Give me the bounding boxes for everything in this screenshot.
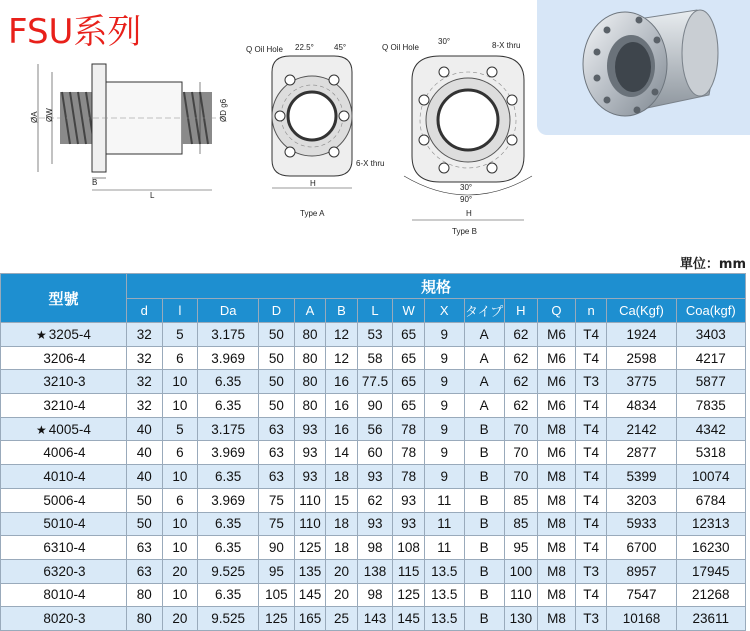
table-cell: M6 [538, 370, 576, 394]
table-cell: 10074 [676, 465, 745, 489]
table-cell: 5399 [607, 465, 676, 489]
table-cell: 20 [162, 607, 198, 631]
table-cell: 80 [126, 583, 162, 607]
table-cell: 75 [259, 488, 295, 512]
table-cell: 135 [294, 559, 325, 583]
table-cell: 11 [424, 536, 464, 560]
table-cell: 65 [393, 346, 424, 370]
model-cell [1, 417, 127, 441]
table-cell: 8957 [607, 559, 676, 583]
table-cell: 77.5 [357, 370, 393, 394]
table-cell: 4342 [676, 417, 745, 441]
column-header: d [126, 299, 162, 323]
table-row [1, 370, 746, 394]
table-cell: T4 [575, 441, 606, 465]
table-cell: T4 [575, 583, 606, 607]
table-cell: 80 [294, 370, 325, 394]
type-a-x-thru-label: 6-X thru [356, 159, 385, 168]
model-cell [1, 465, 127, 489]
table-cell: 23611 [676, 607, 745, 631]
table-row [1, 488, 746, 512]
table-cell: 10 [162, 465, 198, 489]
column-header: Coa(kgf) [676, 299, 745, 323]
table-cell: T4 [575, 323, 606, 347]
dim-l-label: L [150, 191, 155, 200]
table-cell: 75 [259, 512, 295, 536]
table-cell: 80 [126, 607, 162, 631]
table-cell: 20 [326, 559, 357, 583]
model-cell [1, 370, 127, 394]
table-cell: 6.35 [198, 465, 259, 489]
table-cell: 138 [357, 559, 393, 583]
model-number: 3205-4 [48, 326, 91, 342]
table-cell: 125 [294, 536, 325, 560]
table-cell: 53 [357, 323, 393, 347]
table-cell: 98 [357, 536, 393, 560]
model-number: 3210-3 [43, 374, 86, 390]
table-cell: B [464, 559, 504, 583]
model-cell [1, 394, 127, 418]
type-a-oil-hole-label: Q Oil Hole [246, 45, 283, 54]
dim-b-label: B [92, 178, 98, 187]
table-cell: 62 [504, 323, 538, 347]
table-cell: B [464, 417, 504, 441]
table-cell: 5 [162, 323, 198, 347]
table-cell: 3.175 [198, 323, 259, 347]
table-cell: B [464, 583, 504, 607]
table-cell: 13.5 [424, 607, 464, 631]
technical-drawings [0, 0, 750, 245]
table-cell: 85 [504, 488, 538, 512]
table-cell: 62 [504, 346, 538, 370]
table-cell: 10 [162, 583, 198, 607]
recommended-star-icon: ★ [36, 422, 47, 437]
side-view-drawing [30, 64, 228, 200]
model-cell [1, 607, 127, 631]
table-cell: 6.35 [198, 370, 259, 394]
table-cell: 5877 [676, 370, 745, 394]
table-cell: 6 [162, 441, 198, 465]
table-cell: 4217 [676, 346, 745, 370]
table-cell: 17945 [676, 559, 745, 583]
table-cell: B [464, 607, 504, 631]
table-cell: 70 [504, 441, 538, 465]
column-header: Da [198, 299, 259, 323]
table-cell: 145 [393, 607, 424, 631]
table-cell: 3.969 [198, 441, 259, 465]
table-cell: 90 [259, 536, 295, 560]
table-cell: 100 [504, 559, 538, 583]
table-cell: 16230 [676, 536, 745, 560]
table-cell: 63 [259, 417, 295, 441]
table-cell: 32 [126, 323, 162, 347]
table-cell: 21268 [676, 583, 745, 607]
table-cell: 50 [126, 488, 162, 512]
table-cell: 50 [259, 394, 295, 418]
table-cell: 95 [504, 536, 538, 560]
table-cell: 20 [162, 559, 198, 583]
table-cell: 32 [126, 370, 162, 394]
model-cell [1, 323, 127, 347]
table-cell: 6700 [607, 536, 676, 560]
table-cell: 93 [294, 465, 325, 489]
model-number: 4010-4 [43, 468, 86, 484]
table-cell: 9 [424, 346, 464, 370]
column-header: D [259, 299, 295, 323]
model-number: 5010-4 [43, 516, 86, 532]
table-cell: 9 [424, 441, 464, 465]
model-number: 6320-3 [43, 563, 86, 579]
table-cell: 7547 [607, 583, 676, 607]
table-cell: 63 [126, 536, 162, 560]
model-cell [1, 559, 127, 583]
table-cell: 65 [393, 323, 424, 347]
model-number: 4005-4 [48, 421, 91, 437]
column-header: X [424, 299, 464, 323]
model-cell [1, 536, 127, 560]
table-cell: M8 [538, 512, 576, 536]
table-cell: M8 [538, 559, 576, 583]
model-header: 型號 [1, 274, 127, 323]
table-cell: 40 [126, 465, 162, 489]
table-cell: M6 [538, 323, 576, 347]
table-cell: 18 [326, 536, 357, 560]
table-cell: 80 [294, 346, 325, 370]
table-cell: M8 [538, 583, 576, 607]
table-cell: 80 [294, 323, 325, 347]
type-a-caption: Type A [300, 209, 325, 218]
table-cell: A [464, 370, 504, 394]
type-a-h-label: H [310, 179, 316, 188]
table-cell: 3.969 [198, 488, 259, 512]
table-cell: 2877 [607, 441, 676, 465]
table-cell: 63 [126, 559, 162, 583]
table-cell: 10 [162, 394, 198, 418]
type-b-drawing [382, 37, 532, 236]
table-cell: T3 [575, 370, 606, 394]
table-cell: 63 [259, 465, 295, 489]
table-cell: M8 [538, 607, 576, 631]
table-cell: 80 [294, 394, 325, 418]
table-cell: 12313 [676, 512, 745, 536]
model-cell [1, 583, 127, 607]
recommended-star-icon: ★ [36, 327, 47, 342]
table-cell: 60 [357, 441, 393, 465]
table-cell: 110 [294, 512, 325, 536]
table-cell: 14 [326, 441, 357, 465]
table-cell: 3403 [676, 323, 745, 347]
column-header: Ca(Kgf) [607, 299, 676, 323]
table-cell: 62 [504, 370, 538, 394]
table-cell: 65 [393, 394, 424, 418]
unit-label: 單位：mm [679, 257, 746, 272]
column-header: n [575, 299, 606, 323]
model-number: 3206-4 [43, 350, 86, 366]
table-cell: 6.35 [198, 536, 259, 560]
table-cell: B [464, 465, 504, 489]
table-cell: 165 [294, 607, 325, 631]
model-number: 4006-4 [43, 445, 86, 461]
column-header: l [162, 299, 198, 323]
table-cell: 6.35 [198, 512, 259, 536]
table-cell: 5 [162, 417, 198, 441]
table-cell: 6.35 [198, 583, 259, 607]
type-b-angle-30-top-label: 30° [438, 37, 451, 46]
column-header: Q [538, 299, 576, 323]
model-cell [1, 488, 127, 512]
model-number: 6310-4 [43, 540, 86, 556]
table-cell: 56 [357, 417, 393, 441]
column-header: H [504, 299, 538, 323]
table-cell: 18 [326, 512, 357, 536]
model-number: 8020-3 [43, 611, 86, 627]
table-cell: T4 [575, 417, 606, 441]
table-cell: 2142 [607, 417, 676, 441]
table-cell: A [464, 394, 504, 418]
table-row [1, 417, 746, 441]
table-cell: 78 [393, 441, 424, 465]
table-cell: 40 [126, 441, 162, 465]
table-cell: 12 [326, 346, 357, 370]
type-b-oil-hole-label: Q Oil Hole [382, 43, 419, 52]
table-cell: 5933 [607, 512, 676, 536]
table-cell: 143 [357, 607, 393, 631]
table-cell: 93 [357, 512, 393, 536]
table-cell: B [464, 488, 504, 512]
table-row [1, 346, 746, 370]
table-cell: M8 [538, 536, 576, 560]
table-cell: 62 [357, 488, 393, 512]
table-cell: 50 [259, 370, 295, 394]
table-cell: 16 [326, 370, 357, 394]
table-cell: 20 [326, 583, 357, 607]
type-b-h-label: H [466, 209, 472, 218]
table-cell: M8 [538, 465, 576, 489]
table-cell: 7835 [676, 394, 745, 418]
table-cell: 6 [162, 346, 198, 370]
column-header: タイプ [464, 299, 504, 323]
table-cell: 32 [126, 346, 162, 370]
type-b-x-thru-label: 8-X thru [492, 41, 521, 50]
table-cell: 108 [393, 536, 424, 560]
table-cell: 70 [504, 417, 538, 441]
table-cell: 93 [393, 488, 424, 512]
model-number: 3210-4 [43, 397, 86, 413]
dim-phi-d-label: ØD g6 [219, 98, 228, 122]
table-cell: 50 [126, 512, 162, 536]
table-cell: 70 [504, 465, 538, 489]
table-cell: 115 [393, 559, 424, 583]
page-title: FSU系列 [8, 12, 142, 52]
table-cell: B [464, 441, 504, 465]
table-cell: T4 [575, 346, 606, 370]
table-cell: A [464, 346, 504, 370]
table-cell: M6 [538, 394, 576, 418]
table-cell: 13.5 [424, 559, 464, 583]
table-cell: 3203 [607, 488, 676, 512]
table-cell: T4 [575, 536, 606, 560]
table-cell: 63 [259, 441, 295, 465]
type-b-angle-30-bottom-label: 30° [460, 183, 473, 192]
table-cell: 65 [393, 370, 424, 394]
model-number: 5006-4 [43, 492, 86, 508]
table-cell: T4 [575, 512, 606, 536]
table-cell: 9 [424, 370, 464, 394]
table-cell: 10 [162, 512, 198, 536]
table-row [1, 323, 746, 347]
model-cell [1, 346, 127, 370]
table-cell: 78 [393, 465, 424, 489]
table-cell: 3.175 [198, 417, 259, 441]
column-header: B [326, 299, 357, 323]
table-cell: 12 [326, 323, 357, 347]
table-cell: 25 [326, 607, 357, 631]
table-row [1, 583, 746, 607]
table-cell: B [464, 512, 504, 536]
table-cell: 16 [326, 417, 357, 441]
table-cell: A [464, 323, 504, 347]
table-cell: 4834 [607, 394, 676, 418]
table-cell: 6.35 [198, 394, 259, 418]
table-cell: 62 [504, 394, 538, 418]
table-cell: 93 [294, 417, 325, 441]
table-cell: 93 [357, 465, 393, 489]
column-header: W [393, 299, 424, 323]
table-cell: B [464, 536, 504, 560]
table-cell: 58 [357, 346, 393, 370]
table-cell: 125 [393, 583, 424, 607]
table-cell: T3 [575, 607, 606, 631]
table-row [1, 536, 746, 560]
table-cell: T4 [575, 394, 606, 418]
column-header: A [294, 299, 325, 323]
dim-phi-a-label: ØA [30, 111, 39, 123]
table-cell: T3 [575, 559, 606, 583]
type-a-drawing [246, 43, 384, 218]
table-cell: 9.525 [198, 607, 259, 631]
table-cell: 78 [393, 417, 424, 441]
table-cell: M8 [538, 417, 576, 441]
table-cell: 16 [326, 394, 357, 418]
table-cell: T4 [575, 488, 606, 512]
table-cell: M6 [538, 346, 576, 370]
table-cell: M6 [538, 441, 576, 465]
table-cell: 3775 [607, 370, 676, 394]
table-cell: 40 [126, 417, 162, 441]
table-cell: 105 [259, 583, 295, 607]
dim-phi-w-label: ØW [45, 108, 54, 122]
table-cell: 95 [259, 559, 295, 583]
table-cell: 2598 [607, 346, 676, 370]
table-cell: 145 [294, 583, 325, 607]
table-cell: 125 [259, 607, 295, 631]
table-row [1, 441, 746, 465]
model-cell [1, 512, 127, 536]
table-cell: 15 [326, 488, 357, 512]
table-cell: 10 [162, 536, 198, 560]
table-cell: 110 [294, 488, 325, 512]
table-cell: 85 [504, 512, 538, 536]
table-row [1, 512, 746, 536]
table-cell: 93 [294, 441, 325, 465]
table-cell: 10 [162, 370, 198, 394]
type-a-angle-45-label: 45° [334, 43, 347, 52]
table-row [1, 559, 746, 583]
spec-header: 規格 [126, 274, 745, 299]
type-b-caption: Type B [452, 227, 477, 236]
table-cell: 10168 [607, 607, 676, 631]
table-cell: 50 [259, 323, 295, 347]
table-cell: 9 [424, 394, 464, 418]
table-cell: 1924 [607, 323, 676, 347]
table-row [1, 607, 746, 631]
table-cell: 11 [424, 488, 464, 512]
table-cell: 130 [504, 607, 538, 631]
model-cell [1, 441, 127, 465]
table-cell: 50 [259, 346, 295, 370]
table-cell: 32 [126, 394, 162, 418]
table-cell: 9.525 [198, 559, 259, 583]
table-cell: 11 [424, 512, 464, 536]
table-row [1, 394, 746, 418]
table-cell: 13.5 [424, 583, 464, 607]
table-cell: 93 [393, 512, 424, 536]
table-cell: T4 [575, 465, 606, 489]
type-b-angle-90-label: 90° [460, 195, 473, 204]
table-cell: 9 [424, 417, 464, 441]
spec-table-body [1, 323, 746, 631]
table-cell: M8 [538, 488, 576, 512]
model-number: 8010-4 [43, 587, 86, 603]
table-cell: 18 [326, 465, 357, 489]
table-cell: 5318 [676, 441, 745, 465]
table-cell: 6784 [676, 488, 745, 512]
type-a-angle-22-5-label: 22.5° [295, 43, 314, 52]
column-header: L [357, 299, 393, 323]
table-cell: 6 [162, 488, 198, 512]
table-cell: 98 [357, 583, 393, 607]
spec-table [0, 273, 746, 631]
table-cell: 110 [504, 583, 538, 607]
table-cell: 9 [424, 465, 464, 489]
table-cell: 3.969 [198, 346, 259, 370]
table-cell: 9 [424, 323, 464, 347]
table-row [1, 465, 746, 489]
table-cell: 90 [357, 394, 393, 418]
